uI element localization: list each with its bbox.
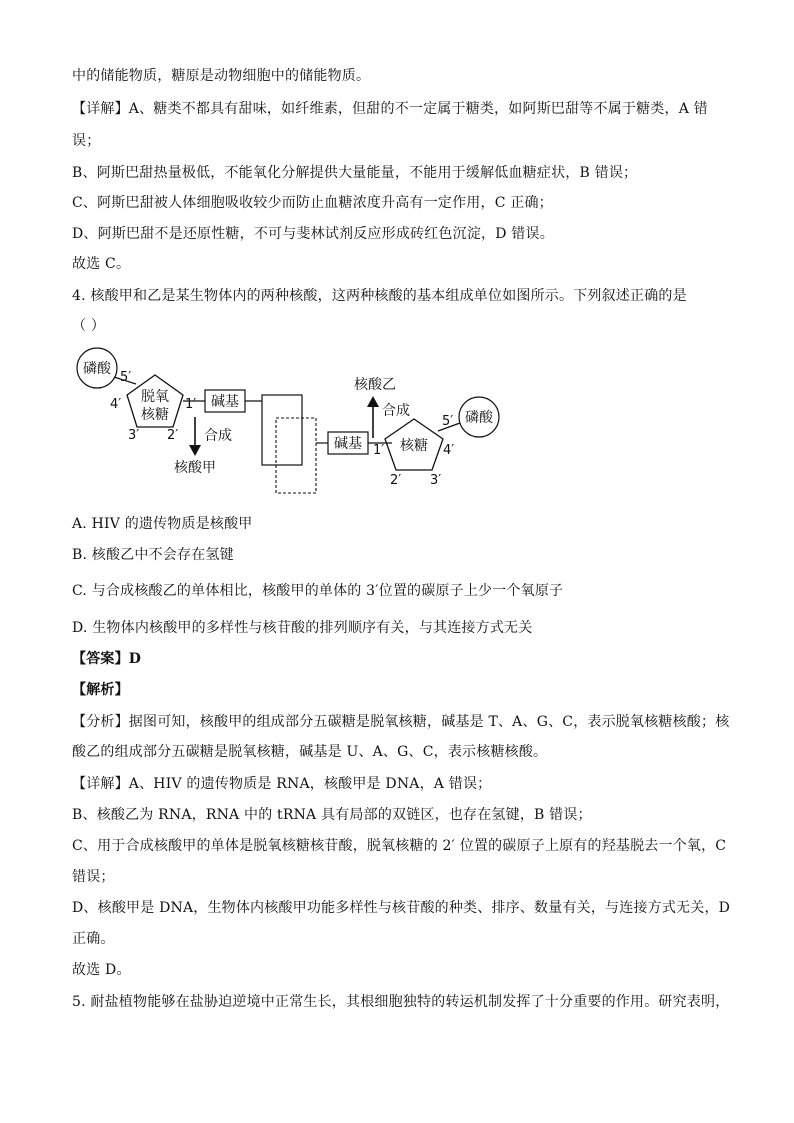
analysis-line: D、核酸甲是 DNA，生物体内核酸甲功能多样性与核苷酸的种类、排序、数量有关，与连接方式无关，D	[72, 900, 731, 916]
question-5-stem: 5. 耐盐植物能够在盐胁迫逆境中正常生长，其根细胞独特的转运机制发挥了十分重要的作用。研究表明，	[72, 994, 730, 1010]
carbon-4-label-right: 4′	[443, 443, 455, 458]
analysis-line: C、用于合成核酸甲的单体是脱氧核糖核苷酸，脱氧核糖的 2′ 位置的碳原子上原有的羟基脱去一个氧，C	[72, 838, 727, 854]
question-4-stem: 4. 核酸甲和乙是某生物体内的两种核酸，这两种核酸的基本组成单位如图所示。下列叙述正确的是	[72, 288, 687, 304]
base-label-left: 碱基	[211, 394, 239, 410]
option-a: A. HIV 的遗传物质是核酸甲	[72, 516, 253, 532]
rna-base-dashed-box	[276, 418, 316, 493]
product-label-right: 核酸乙	[354, 377, 396, 393]
carbon-5-label-right: 5′	[442, 414, 454, 429]
carbon-3-label-right: 3′	[430, 473, 442, 488]
text-line: 误；	[72, 133, 101, 149]
analysis-line: 故选 D。	[72, 962, 131, 978]
text-line: D、阿斯巴甜不是还原性糖，不可与斐林试剂反应形成砖红色沉淀，D 错误。	[72, 226, 554, 242]
analysis-line: 正确。	[72, 931, 115, 947]
synthesis-label-right: 合成	[382, 403, 410, 419]
text-line: 故选 C。	[72, 256, 131, 272]
option-d: D. 生物体内核酸甲的多样性与核苷酸的排列顺序有关，与其连接方式无关	[72, 620, 533, 636]
analysis-line: 【分析】据图可知，核酸甲的组成部分五碳糖是脱氧核糖，碱基是 T、A、G、C，表示脱氧核糖核酸；核	[72, 714, 730, 730]
ribose-label: 核糖	[400, 438, 428, 454]
arrow-head-up	[367, 396, 379, 407]
deoxyribose-label-2: 核糖	[141, 407, 169, 423]
analysis-line: 错误；	[72, 869, 115, 885]
carbon-2-label-left: 2′	[167, 428, 179, 443]
dna-base-bracket	[262, 395, 302, 465]
arrow-head-down	[189, 445, 201, 456]
nucleotide-diagram	[70, 343, 510, 498]
text-line: 【详解】A、糖类不都具有甜味，如纤维素，但甜的不一定属于糖类，如阿斯巴甜等不属于糖类，A 错	[72, 101, 708, 117]
option-b: B. 核酸乙中不会存在氢键	[72, 547, 234, 563]
phosphate-label-left: 磷酸	[83, 361, 111, 377]
deoxyribose-label-1: 脱氧	[141, 389, 169, 405]
carbon-4-label-left: 4′	[110, 397, 122, 412]
analysis-heading: 【解析】	[72, 682, 129, 698]
question-4-blank: （ ）	[72, 318, 106, 334]
text-line: 中的储能物质，糖原是动物细胞中的储能物质。	[72, 68, 371, 84]
carbon-2-label-right: 2′	[390, 473, 402, 488]
option-c: C. 与合成核酸乙的单体相比，核酸甲的单体的 3′位置的碳原子上少一个氧原子	[72, 583, 564, 599]
phosphate-label-right: 磷酸	[465, 410, 493, 426]
answer-label: 【答案】D	[72, 651, 142, 667]
carbon-1-label-right: 1′	[373, 443, 385, 458]
product-label-left: 核酸甲	[174, 460, 216, 476]
analysis-line: 【详解】A、HIV 的遗传物质是 RNA，核酸甲是 DNA，A 错误；	[72, 776, 492, 792]
base-label-right: 碱基	[334, 436, 362, 452]
carbon-3-label-left: 3′	[128, 428, 140, 443]
analysis-line: 酸乙的组成部分五碳糖是脱氧核糖，碱基是 U、A、G、C，表示核糖核酸。	[72, 744, 548, 760]
carbon-5-label-left: 5′	[120, 370, 132, 385]
text-line: C、阿斯巴甜被人体细胞吸收较少而防止血糖浓度升高有一定作用，C 正确；	[72, 195, 553, 211]
text-line: B、阿斯巴甜热量极低，不能氧化分解提供大量能量，不能用于缓解低血糖症状，B 错误；	[72, 165, 638, 181]
analysis-line: B、核酸乙为 RNA，RNA 中的 tRNA 具有局部的双链区，也存在氢键，B 错误；	[72, 807, 592, 823]
carbon-1-label-left: 1′	[185, 397, 197, 412]
synthesis-label-left: 合成	[204, 428, 232, 444]
